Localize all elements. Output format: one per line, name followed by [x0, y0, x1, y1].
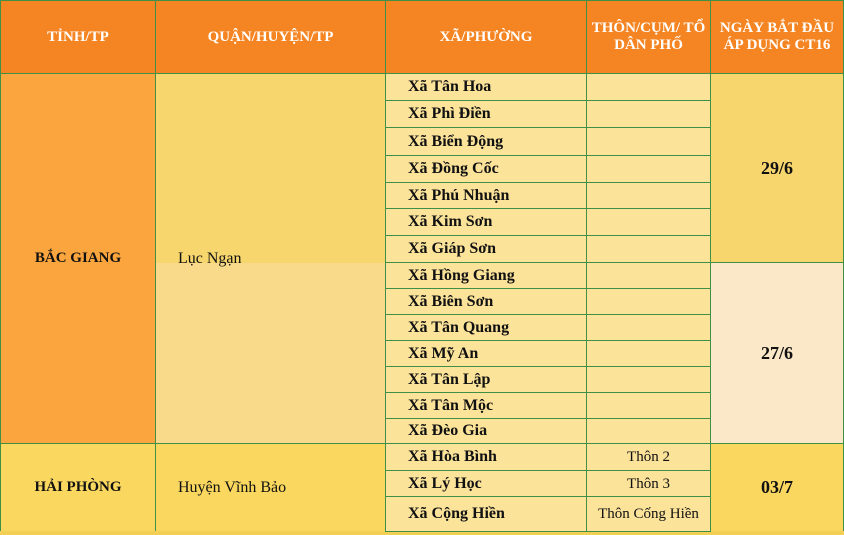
- ward-cell: [385, 73, 587, 101]
- province-bac-giang: [0, 73, 156, 444]
- hamlet-cell: [586, 340, 711, 367]
- ward-label: Xã Đồng Cốc: [408, 160, 499, 177]
- hamlet-cell: [586, 155, 711, 183]
- header-hamlet: [586, 0, 711, 74]
- ward-cell: [385, 155, 587, 183]
- hamlet-cell: [586, 470, 711, 497]
- ward-label: Xã Đèo Gia: [408, 422, 488, 439]
- ward-label: Xã Tân Lập: [408, 370, 491, 388]
- district-luc-ngan: [155, 73, 386, 444]
- ward-cell: [385, 262, 587, 289]
- header-district-label: QUẬN/HUYỆN/TP: [207, 28, 334, 45]
- hamlet-cell: [586, 496, 711, 532]
- ward-cell: [385, 208, 587, 236]
- ward-label: Xã Cộng Hiền: [408, 505, 505, 522]
- district-luc-ngan-label: Lục Ngạn: [178, 249, 242, 267]
- hamlet-cell: [586, 208, 711, 236]
- ward-cell: [385, 470, 587, 497]
- ward-cell: [385, 496, 587, 532]
- ward-label: Xã Biên Sơn: [408, 292, 494, 310]
- ward-cell: [385, 314, 587, 341]
- ward-cell: [385, 340, 587, 367]
- ward-cell: [385, 288, 587, 315]
- ward-label: Xã Hồng Giang: [408, 266, 515, 284]
- hamlet-cell: [586, 288, 711, 315]
- ward-cell: [385, 127, 587, 156]
- hamlet-cell: [586, 366, 711, 393]
- hamlet-cell: [586, 443, 711, 471]
- hamlet-cell: [586, 73, 711, 101]
- ward-cell: [385, 235, 587, 263]
- ward-cell: [385, 100, 587, 128]
- hamlet-cell: [586, 127, 711, 156]
- date-cell-group3: [710, 443, 844, 532]
- hamlet-cell: [586, 392, 711, 419]
- header-province-label: TỈNH/TP: [47, 28, 109, 45]
- hamlet-cell: [586, 314, 711, 341]
- district-vinh-bao: [155, 443, 386, 532]
- header-start-date-label: NGÀY BẮT ĐẦU ÁP DỤNG CT16: [719, 20, 835, 53]
- ward-label: Xã Tân Hoa: [408, 78, 492, 95]
- header-ward-label: XÃ/PHƯỜNG: [439, 28, 533, 45]
- ward-cell: [385, 392, 587, 419]
- header-start-date: [710, 0, 844, 74]
- header-hamlet-label: THÔN/CỤM/ TỔ DÂN PHỐ: [591, 20, 706, 53]
- ward-cell: [385, 366, 587, 393]
- district-vinh-bao-label: Huyện Vĩnh Bảo: [178, 478, 287, 496]
- province-bac-giang-label: BẮC GIANG: [34, 250, 122, 266]
- hamlet-label: Thôn 3: [627, 475, 670, 492]
- hamlet-cell: [586, 262, 711, 289]
- ward-label: Xã Tân Quang: [408, 318, 510, 336]
- date-group3-label: 03/7: [760, 477, 793, 497]
- province-hai-phong: [0, 443, 156, 532]
- hamlet-cell: [586, 100, 711, 128]
- ward-label: Xã Mỹ An: [408, 344, 479, 362]
- date-group1-label: 29/6: [760, 157, 793, 178]
- header-province: [0, 0, 156, 74]
- ward-cell: [385, 182, 587, 209]
- ward-label: Xã Giáp Sơn: [408, 240, 496, 257]
- ward-label: Xã Phú Nhuận: [408, 186, 510, 204]
- ward-label: Xã Biển Động: [408, 132, 504, 150]
- ward-label: Xã Hòa Bình: [408, 448, 497, 465]
- ward-label: Xã Lý Học: [408, 474, 482, 492]
- ward-cell: [385, 418, 587, 444]
- date-group2-label: 27/6: [760, 342, 793, 363]
- province-hai-phong-label: HẢI PHÒNG: [34, 479, 122, 495]
- date-cell-group1: [710, 73, 844, 263]
- hamlet-cell: [586, 418, 711, 444]
- date-cell-group2: [710, 262, 844, 444]
- header-district: [155, 0, 386, 74]
- ward-cell: [385, 443, 587, 471]
- hamlet-cell: [586, 182, 711, 209]
- hamlet-label: Thôn 2: [627, 449, 670, 465]
- ward-label: Xã Kim Sơn: [408, 213, 493, 230]
- hamlet-label: Thôn Cống Hiền: [598, 506, 699, 522]
- hamlet-cell: [586, 235, 711, 263]
- ward-label: Xã Phì Điền: [408, 105, 491, 122]
- ward-label: Xã Tân Mộc: [408, 396, 494, 414]
- header-ward: [385, 0, 587, 74]
